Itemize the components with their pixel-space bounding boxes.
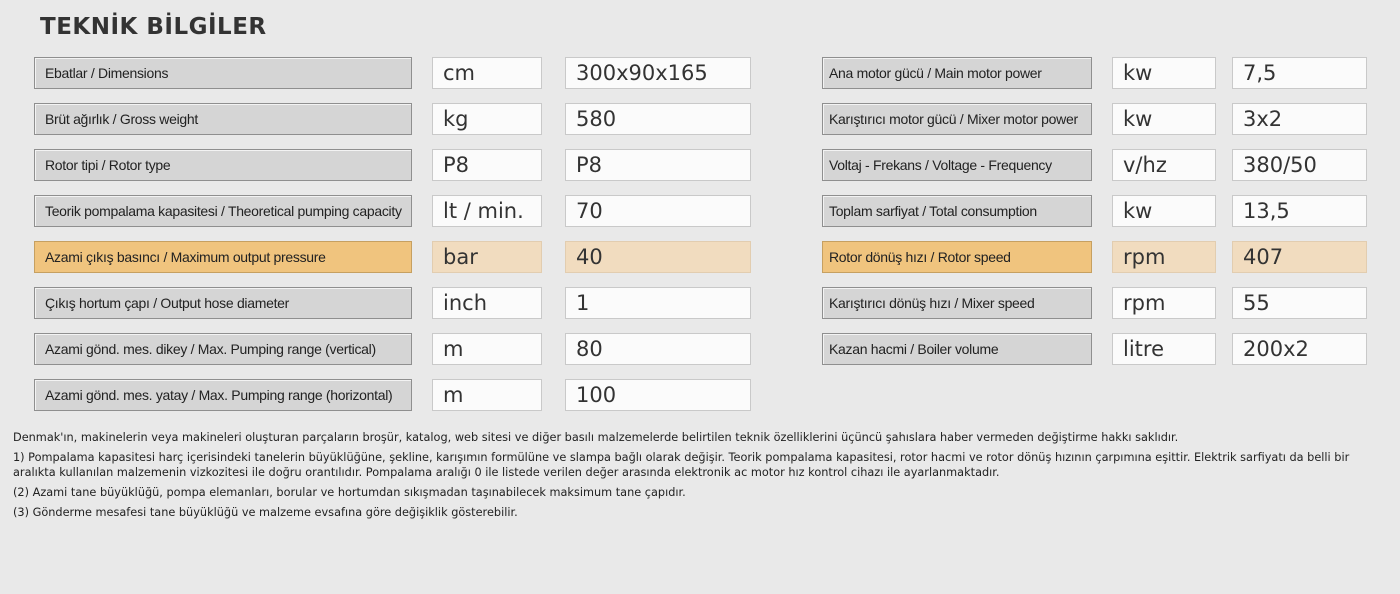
spec-unit: kg bbox=[432, 103, 542, 135]
spec-value: 407 bbox=[1232, 241, 1367, 273]
spec-label: Karıştırıcı motor gücü / Mixer motor power bbox=[822, 103, 1092, 135]
spec-value: P8 bbox=[565, 149, 751, 181]
spec-label: Toplam sarfiyat / Total consumption bbox=[822, 195, 1092, 227]
spec-value: 40 bbox=[565, 241, 751, 273]
spec-label: Kazan hacmi / Boiler volume bbox=[822, 333, 1092, 365]
spec-value: 380/50 bbox=[1232, 149, 1367, 181]
spec-label: Teorik pompalama kapasitesi / Theoretical pumping capacity bbox=[34, 195, 412, 227]
spec-unit: kw bbox=[1112, 195, 1216, 227]
spec-unit: litre bbox=[1112, 333, 1216, 365]
spec-label: Azami gönd. mes. dikey / Max. Pumping range (vertical) bbox=[34, 333, 412, 365]
notes-section bbox=[13, 430, 1388, 525]
note-2: (2) Azami tane büyüklüğü, pompa elemanları, borular ve hortumdan sıkışmadan taşınabilecek maksimum tane çapıdır. bbox=[13, 486, 686, 499]
spec-label: Rotor tipi / Rotor type bbox=[34, 149, 412, 181]
spec-value: 7,5 bbox=[1232, 57, 1367, 89]
spec-unit: kw bbox=[1112, 103, 1216, 135]
spec-unit: rpm bbox=[1112, 287, 1216, 319]
spec-unit: cm bbox=[432, 57, 542, 89]
note-1: 1) Pompalama kapasitesi harç içerisindeki tanelerin büyüklüğüne, şekline, karışımın formülüne ve slampa bağlı olarak değişir. Teorik pompalama kapasitesi, rotor hacmi ve rotor dönüş hızının çarpımına eşittir. Elektrik sarfiyatı da belli bir aralıkta kullanılan malzemenin vizkozitesi ile doğru orantılıdır. Pompalama aralığı 0 ile listede verilen değer arasında elektronik ac motor hız kontrol cihazı ile ayarlanmaktadır. bbox=[13, 451, 1350, 479]
spec-value: 300x90x165 bbox=[565, 57, 751, 89]
spec-unit: rpm bbox=[1112, 241, 1216, 273]
spec-value: 200x2 bbox=[1232, 333, 1367, 365]
spec-label: Brüt ağırlık / Gross weight bbox=[34, 103, 412, 135]
spec-unit: m bbox=[432, 333, 542, 365]
spec-label: Ana motor gücü / Main motor power bbox=[822, 57, 1092, 89]
spec-value: 70 bbox=[565, 195, 751, 227]
spec-label: Azami çıkış basıncı / Maximum output pressure bbox=[34, 241, 412, 273]
note-3: (3) Gönderme mesafesi tane büyüklüğü ve malzeme evsafına göre değişiklik gösterebilir. bbox=[13, 506, 518, 519]
spec-label: Voltaj - Frekans / Voltage - Frequency bbox=[822, 149, 1092, 181]
spec-unit: m bbox=[432, 379, 542, 411]
disclaimer-text: Denmak'ın, makinelerin veya makineleri oluşturan parçaların broşür, katalog, web sitesi ve diğer basılı malzemelerde belirtilen teknik özelliklerini üçüncü şahıslara haber vermeden değiştirme hakkı saklıdır. bbox=[13, 431, 1179, 444]
spec-label: Çıkış hortum çapı / Output hose diameter bbox=[34, 287, 412, 319]
spec-unit: v/hz bbox=[1112, 149, 1216, 181]
spec-unit: P8 bbox=[432, 149, 542, 181]
spec-value: 580 bbox=[565, 103, 751, 135]
spec-value: 1 bbox=[565, 287, 751, 319]
spec-label: Azami gönd. mes. yatay / Max. Pumping range (horizontal) bbox=[34, 379, 412, 411]
spec-unit: kw bbox=[1112, 57, 1216, 89]
page-title: TEKNİK BİLGİLER bbox=[40, 14, 267, 40]
spec-value: 55 bbox=[1232, 287, 1367, 319]
spec-value: 3x2 bbox=[1232, 103, 1367, 135]
spec-unit: inch bbox=[432, 287, 542, 319]
spec-value: 13,5 bbox=[1232, 195, 1367, 227]
spec-value: 100 bbox=[565, 379, 751, 411]
spec-unit: lt / min. bbox=[432, 195, 542, 227]
spec-label: Karıştırıcı dönüş hızı / Mixer speed bbox=[822, 287, 1092, 319]
spec-unit: bar bbox=[432, 241, 542, 273]
spec-label: Rotor dönüş hızı / Rotor speed bbox=[822, 241, 1092, 273]
spec-label: Ebatlar / Dimensions bbox=[34, 57, 412, 89]
spec-value: 80 bbox=[565, 333, 751, 365]
